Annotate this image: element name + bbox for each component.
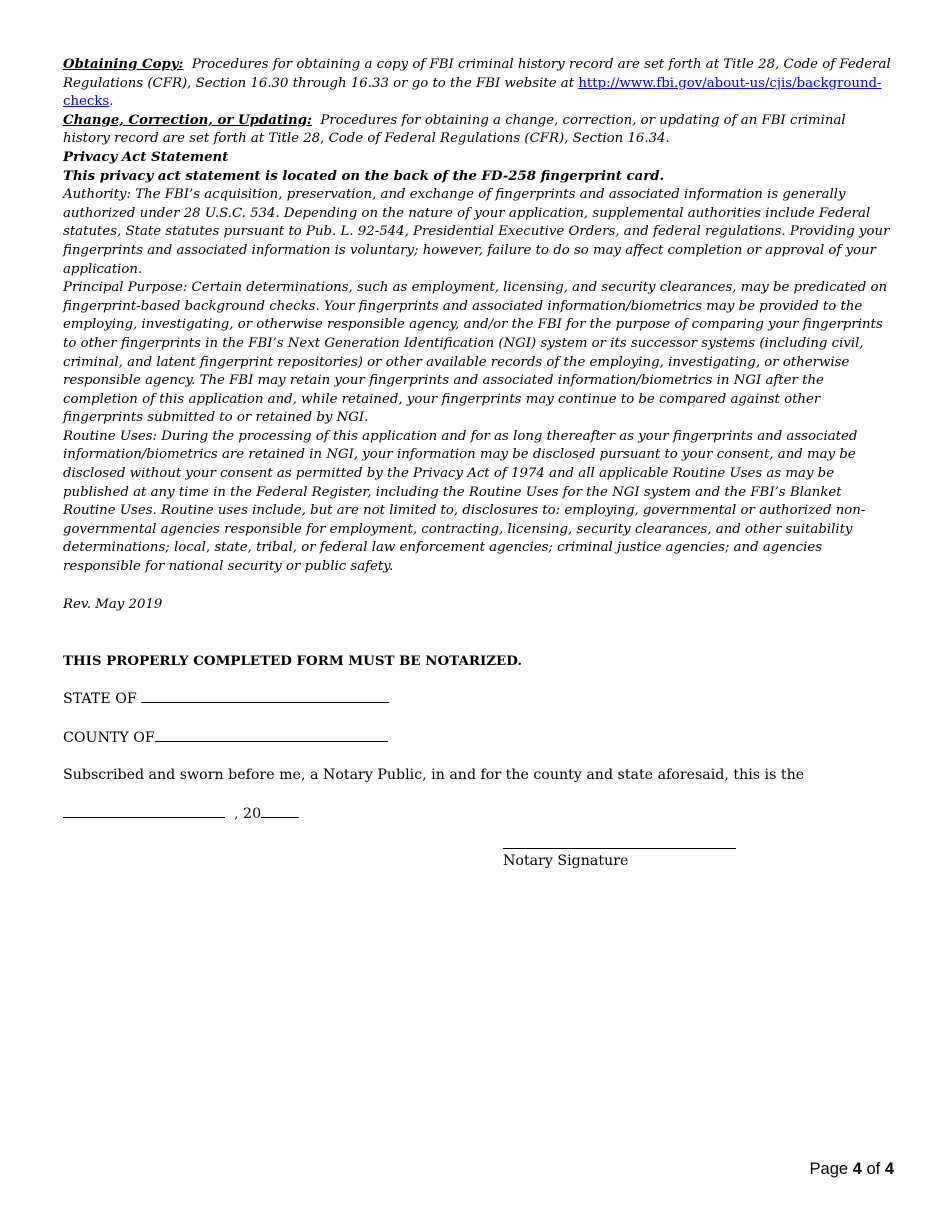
page-number [810,1160,894,1179]
notarize-heading: THIS PROPERLY COMPLETED FORM MUST BE NOTARIZED. [63,653,523,670]
county-of-label: COUNTY OF [63,730,155,747]
state-of-blank[interactable] [141,688,389,703]
privacy-act-title: Privacy Act Statement [63,149,229,165]
sworn-statement: Subscribed and sworn before me, a Notary Public, in and for the county and state aforesaid, this is the [63,767,805,784]
obtaining-copy-period: . [109,94,114,110]
county-of-blank[interactable] [155,727,388,742]
notary-signature-line[interactable] [503,848,736,849]
document-body [63,56,895,824]
current-page: 4 [852,1160,862,1178]
day-month-blank[interactable] [63,803,225,818]
date-row [63,803,895,824]
year-blank[interactable] [261,803,299,818]
of-word: of [866,1160,881,1178]
change-correction-heading: Change, Correction, or Updating: [63,112,312,128]
change-correction-text: Procedures for obtaining a change, correction, or updating of an FBI criminal history record are set forth at Title 28, Code of Federal Regulations (CFR), Section 16.34. [63,112,846,147]
obtaining-copy-text: Procedures for obtaining a copy of FBI criminal history record are set forth at Title 28, Code of Federal Regulations (CFR), Section 16.30 through 16.33 or go to the FBI website at [63,57,891,91]
revision-date: Rev. May 2019 [63,596,163,612]
state-of-label: STATE OF [63,691,137,708]
notary-signature-block [503,848,737,869]
page-word: Page [809,1160,849,1178]
routine-uses-paragraph: Routine Uses: During the processing of this application and for as long thereafter as your fingerprints and associated information/biometrics are retained in NGI, your information may be disclosed pursuant to your consent, and may be disclosed without your consent as permitted by the Privacy Act of 1974 and all applicable Routine Uses as may be published at any time in the Federal Register, including the Routine Uses for the NGI system and the FBI’s Blanket Routine Uses. Routine uses include, but are not limited to, disclosures to: employing, governmental or authorized non-governmental agencies responsible for employment, contracting, licensing, security clearances, and other suitability determinations; local, state, tribal, or federal law enforcement agencies; criminal justice agencies; and agencies responsible for national security or public safety. [63,428,866,575]
state-of-row [63,688,895,709]
fbi-background-checks-link[interactable]: http://www.fbi.gov/about-us/cjis/background-checks [63,75,882,110]
obtaining-copy-heading: Obtaining Copy: [63,57,184,72]
principal-purpose-paragraph: Principal Purpose: Certain determinations, such as employment, licensing, and security clearances, may be predicated on fingerprint-based background checks. Your fingerprints and associated information/biometrics may be provided to the employing, investigating, or otherwise responsible agency, and/or the FBI for the purpose of comparing your fingerprints to other fingerprints in the FBI’s Next Generation Identification (NGI) system or its successor systems (including civil, criminal, and latent fingerprint repositories) or other available records of the employing, investigating, or otherwise responsible agency. The FBI may retain your fingerprints and associated information/biometrics in NGI after the completion of this application and, while retained, your fingerprints may continue to be compared against other fingerprints submitted to or retained by NGI. [63,280,888,426]
obtaining-copy-paragraph [63,56,895,112]
notary-signature-label: Notary Signature [503,853,629,869]
privacy-act-subtitle: This privacy act statement is located on the back of the FD-258 fingerprint card. [63,168,665,184]
year-prefix: , 20 [234,806,262,823]
authority-paragraph: Authority: The FBI’s acquisition, preservation, and exchange of fingerprints and associated information is generally authorized under 28 U.S.C. 534. Depending on the nature of your application, supplemental authorities include Federal statutes, State statutes pursuant to Pub. L. 92-544, Presidential Executive Orders, and federal regulations. Providing your fingerprints and associated information is voluntary; however, failure to do so may affect completion or approval of your application. [63,187,890,277]
change-correction-paragraph [63,112,895,149]
total-pages: 4 [884,1160,894,1178]
county-of-row [63,727,895,748]
